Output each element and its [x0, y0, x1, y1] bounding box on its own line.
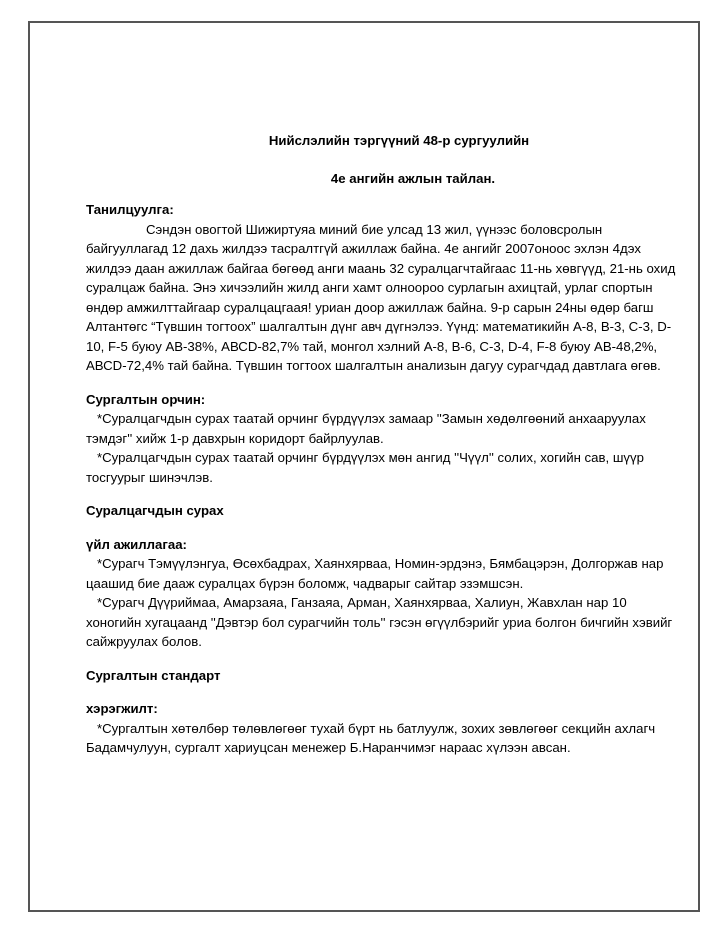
environment-heading: Сургалтын орчин:	[86, 391, 206, 407]
learning-item-1: *Сурагч Тэмүүлэнгуа, Өсөхбадрах, Хаянхярваа, Номин-эрдэнэ, Бямбацэрэн, Долгоржав нар цаашид бие дааж суралцах бүрэн боломж, чадварыг сайтар эзэмшсэн.	[86, 556, 664, 591]
intro-paragraph: Сэндэн овогтой Шижиртуяа миний бие улсад 13 жил, үүнээс боловсролын байгууллагад 12 дахь жилдээ тасралтгүй ажиллаж байна. 4е ангийг 2007оноос эхлэн 4дэх жилдээ даан ажиллаж байгаа бөгөөд анги маань 32 суралцагчтайгаас 11-нь хөвгүүд, 21-нь охид суралцаж байна. Энэ хичээлийн жилд анги хамт олноороо сурлагын ахицтай, урлаг спортын өндөр амжилттайгаар суралцацгаая! уриан доор ажиллаж байна. 9-р сарын 24ны өдөр багш Алтантөгс “Түвшин тогтоох” шалгалтын дүнг авч дүгнэлээ. Үүнд: математикийн А-8, В-3, С-3, D-10, F-5 буюу АВ-38%, АВСD-82,7% тай, монгол хэлний А-8, В-6, С-3, D-4, F-8 буюу АВ-48,2%, АВСD-72,4% тай байна. Түвшин тогтоох шалгалтын анализын дагуу сурагчдад давтлага өгөв.	[86, 221, 676, 373]
environment-item-2: *Суралцагчдын сурах таатай орчинг бүрдүүлэх мөн ангид ''Чүүл'' солих, хогийн сав, шүүр тосгуурыг шинэчлэв.	[86, 450, 644, 485]
environment-item-1: *Суралцагчдын сурах таатай орчинг бүрдүүлэх замаар ''Замын хөдөлгөөний анхааруулах тэмдэг'' хийж 1-р давхрын коридорт байрлуулав.	[86, 411, 646, 446]
learning-heading-line2: үйл ажиллагаа:	[86, 536, 187, 552]
document-page	[28, 21, 700, 912]
intro-heading: Танилцуулга:	[86, 202, 174, 217]
document-title-line1: Нийслэлийн тэргүүний 48-р сургуулийн	[268, 133, 530, 148]
document-content	[86, 131, 676, 758]
standard-heading-line2: хэрэгжилт:	[86, 701, 158, 716]
learning-heading-line1: Суралцагчдын сурах	[86, 503, 224, 518]
document-title-line2: 4е ангийн ажлын тайлан.	[330, 170, 496, 186]
standard-item-1: *Сургалтын хөтөлбөр төлөвлөгөөг тухай бүрт нь батлуулж, зохих зөвлөгөөг секцийн ахлагч Бадамчулуун, сургалт хариуцсан менежер Б.Наранчимэг нараас хүлээн авсан.	[86, 720, 656, 755]
learning-item-2: *Сурагч Дүүриймаа, Амарзаяа, Ганзаяа, Арман, Хаянхярваа, Халиун, Жавхлан нар 10 хоногийн хугацаанд ''Дэвтэр бол сурагчийн толь'' гэсэн өгүүлбэрийг уриа болгон бичгийн хэвийг сайжруулах болов.	[86, 595, 673, 649]
standard-heading-line1: Сургалтын стандарт	[86, 667, 221, 683]
